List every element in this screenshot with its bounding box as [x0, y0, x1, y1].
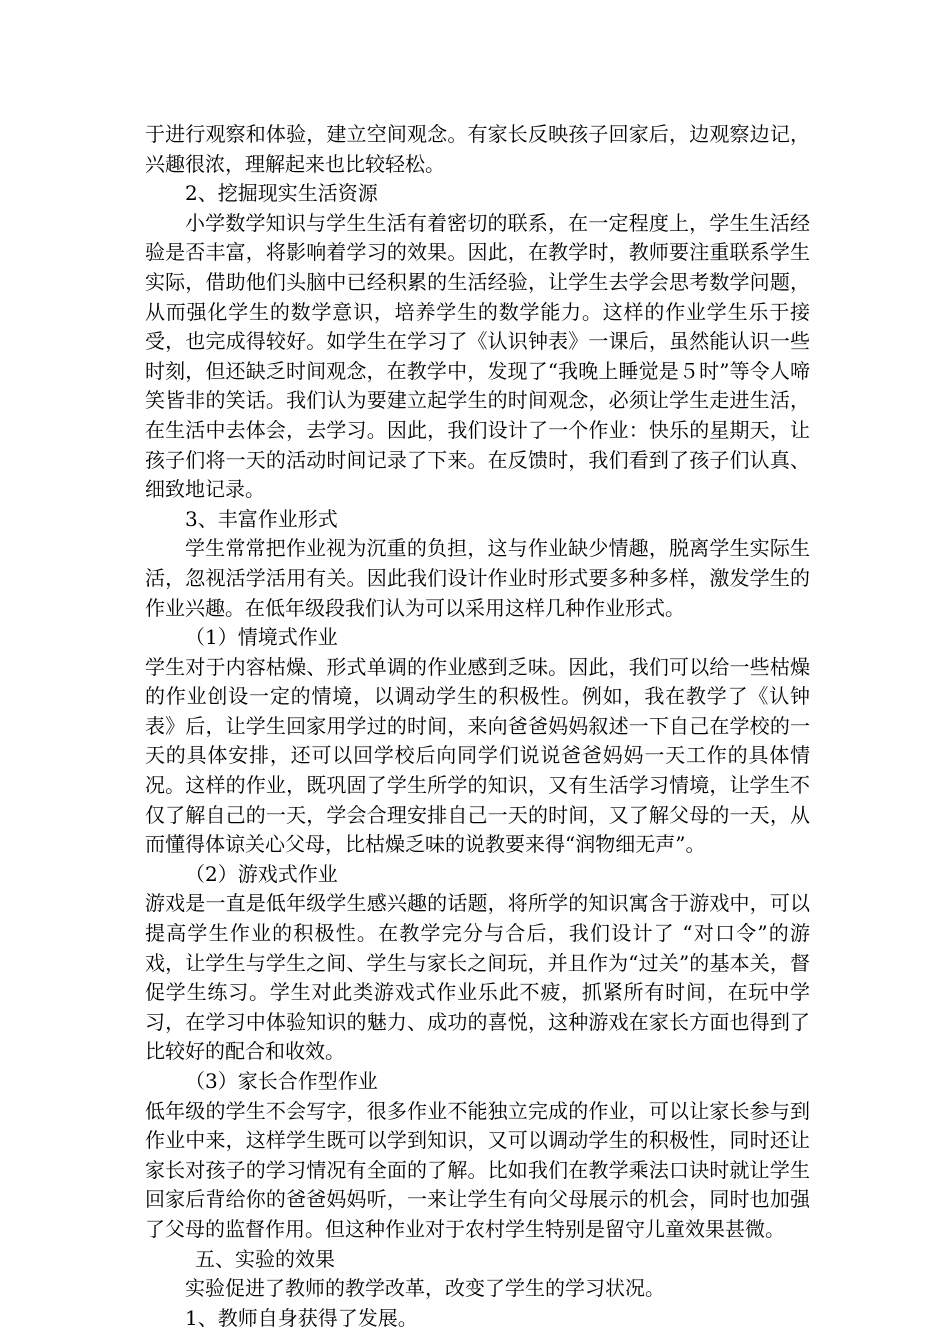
subsection-heading: （2）游戏式作业	[185, 861, 338, 886]
section-heading: 2、挖掘现实生活资源	[185, 181, 378, 206]
section-heading: 3、丰富作业形式	[185, 506, 338, 531]
subsection-heading: （3）家长合作型作业	[185, 1069, 378, 1093]
document-page	[145, 120, 810, 1333]
paragraph: 实验促进了教师的教学改革，改变了学生的学习状况。	[185, 1276, 665, 1301]
section-heading: 1、教师自身获得了发展。	[185, 1305, 418, 1330]
chapter-heading: 五、实验的效果	[195, 1246, 335, 1271]
paragraph-continuation: 于进行观察和体验，建立空间观念。有家长反映孩子回家后，边观察边记，兴趣很浓，理解起来也比较轻松。	[145, 122, 810, 176]
paragraph: 游戏是一直是低年级学生感兴趣的话题，将所学的知识寓含于游戏中，可以提高学生作业的积极性。在教学完分与合后，我们设计了 “对口令”的游戏，让学生与学生之间、学生与家长之间玩，并且作为“过关”的基本关，督促学生练习。学生对此类游戏式作业乐此不疲，抓紧所有时间，在玩中学习，在学习中体验知识的魅力、成功的喜悦，这种游戏在家长方面也得到了比较好的配合和收效。	[145, 891, 810, 1064]
paragraph: 学生对于内容枯燥、形式单调的作业感到乏味。因此，我们可以给一些枯燥的作业创设一定的情境，以调动学生的积极性。例如，我在教学了《认钟表》后，让学生回家用学过的时间，来向爸爸妈妈叙述一下自己在学校的一天的具体安排，还可以回学校后向同学们说说爸爸妈妈一天工作的具体情况。这样的作业，既巩固了学生所学的知识，又有生活学习情境，让学生不仅了解自己的一天，学会合理安排自己一天的时间，又了解父母的一天，从而懂得体谅关心父母，比枯燥乏味的说教要来得“润物细无声”。	[145, 654, 810, 857]
subsection-heading: （1）情境式作业	[185, 625, 338, 650]
paragraph: 小学数学知识与学生生活有着密切的联系，在一定程度上，学生生活经验是否丰富，将影响着学习的效果。因此，在教学时，教师要注重联系学生实际，借助他们头脑中已经积累的生活经验，让学生去学会思考数学问题，从而强化学生的数学意识，培养学生的数学能力。这样的作业学生乐于接受，也完成得较好。如学生在学习了《认识钟表》一课后，虽然能认识一些时刻，但还缺乏时间观念，在教学中，发现了“我晚上睡觉是５时”等令人啼笑皆非的笑话。我们认为要建立起学生的时间观念，必须让学生走进生活，在生活中去体会，去学习。因此，我们设计了一个作业：快乐的星期天，让孩子们将一天的活动时间记录了下来。在反馈时，我们看到了孩子们认真、细致地记录。	[145, 210, 810, 502]
paragraph: 低年级的学生不会写字，很多作业不能独立完成的作业，可以让家长参与到作业中来，这样学生既可以学到知识，又可以调动学生的积极性，同时还让家长对孩子的学习情况有全面的了解。比如我们在教学乘法口诀时就让学生回家后背给你的爸爸妈妈听，一来让学生有向父母展示的机会，同时也加强了父母的监督作用。但这种作业对于农村学生特别是留守儿童效果甚微。	[145, 1098, 810, 1241]
paragraph: 学生常常把作业视为沉重的负担，这与作业缺少情趣，脱离学生实际生活，忽视活学活用有关。因此我们设计作业时形式要多种多样，激发学生的作业兴趣。在低年级段我们认为可以采用这样几种作业形式。	[145, 536, 810, 620]
